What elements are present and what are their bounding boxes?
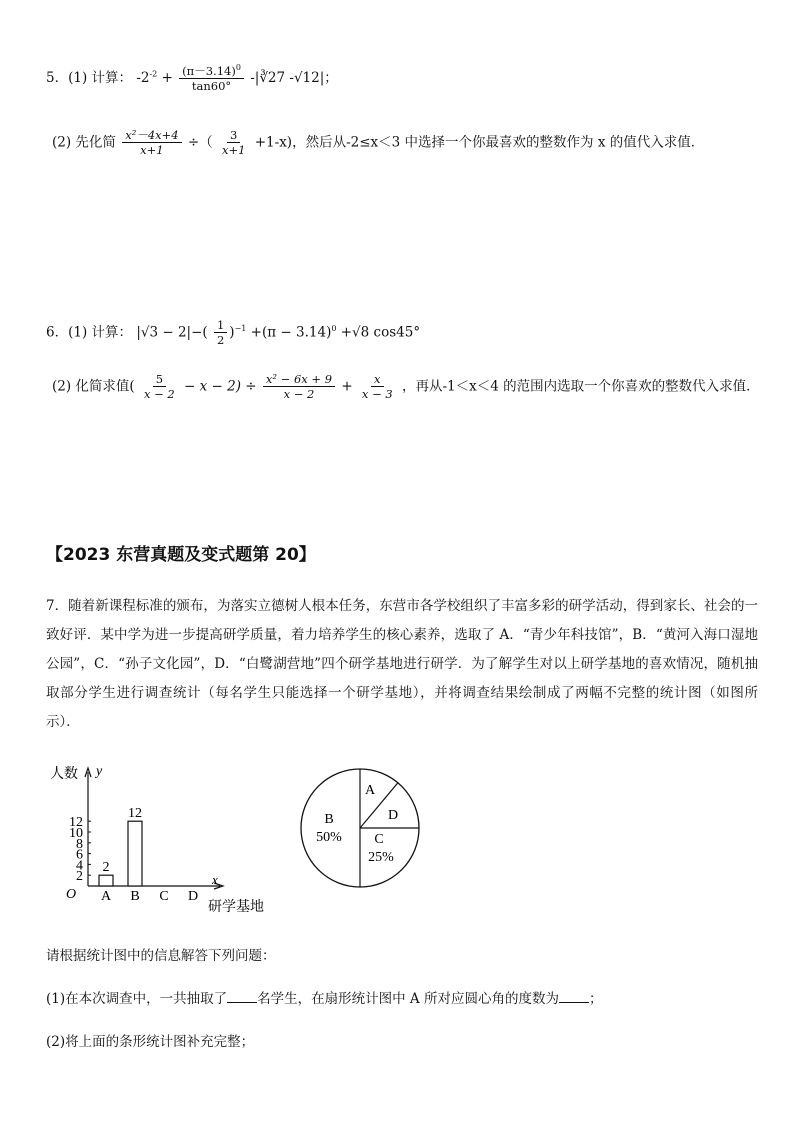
y-tick-label: 10 [69,826,83,841]
q6-label: 6．(1) 计算： [46,324,133,341]
y-axis-label: 人数 [50,767,78,782]
pie-slice-label: D [387,808,399,823]
q5-fraction [179,63,244,94]
q6-mid2: + [341,378,353,395]
q5-p2-fraction [122,128,181,158]
q5-frac-num: (π－3.14) [182,63,236,78]
q6-f2-den: x − 2 [283,387,315,402]
q6-half [214,318,227,348]
pie-chart [295,763,425,893]
q6-f1 [141,372,178,402]
q7-sub2: (2)将上面的条形统计图补充完整； [46,1034,255,1050]
q6-f3-num: x [371,372,384,387]
y-tick-label: 4 [76,858,83,874]
q5-p2-label: (2) 先化简 [52,134,116,151]
q6-half-den: 2 [216,333,225,348]
q5-p2-frac-num: x²－4x+4 [122,128,181,143]
q5-expr-tail: -|∛27 -√12|； [250,69,338,86]
q5-frac-den: tan60° [191,79,232,94]
q5-frac-num-exp: 0 [235,63,241,72]
q6-part1 [46,318,420,348]
q5-expr-start: -2 [136,69,150,86]
q5-label: 5．(1) 计算： [46,69,133,86]
q6-expr-b-exp: −1 [234,323,247,333]
pie-slice-label: A [364,783,376,798]
q5-p2-frac2-den: x+1 [221,143,246,158]
q5-p2-frac-den: x+1 [140,143,164,158]
x-tick-label: A [100,889,112,904]
x-tick-label: B [130,889,140,904]
q6-f3-den: x − 3 [361,387,393,402]
y-tick-label: 12 [69,815,83,831]
q6-expr-a: |√3 − 2|−( [136,324,208,341]
q7-sub1-a: (1)在本次调查中，一共抽取了 [46,991,228,1007]
q6-expr-d: +√8 cos45° [340,324,421,341]
y-tick-label: 6 [76,847,83,863]
q5-plus: + [161,69,173,86]
q7-instruction: 请根据统计图中的信息解答下列问题： [46,948,276,964]
origin-label: O [66,887,77,902]
q7-paragraph: 7．随着新课程标准的颁布，为落实立德树人根本任务，东营市各学校组织了丰富多彩的研学活动，得到家长、社会的一致好评．某中学为进一步提高研学质量，着力培养学生的核心素养，选取了 A．“青少年科技馆”，B．“黄河入海口湿地公园”，C．“孙子文化园”，D．“白鹭湖营地”四个研学基地进行研学．为了解学生对以上研学基地的喜欢情况，随机抽取部分学生进行调查统计（每名学生只能选择一个研学基地），并将调查结果绘制成了两幅不完整的统计图（如图所示）． [46,598,758,730]
bar-data-label: 12 [128,806,142,822]
pie-percent-label: 25% [368,850,394,865]
pie-slice-label: C [374,832,384,847]
q5-p2-fraction2 [219,128,248,158]
q7-sub1 [46,987,602,1007]
answer-blank-angle[interactable] [559,990,589,1003]
q6-f2-num: x² − 6x + 9 [263,372,335,387]
y-tick-label: 2 [76,869,83,885]
x-tick-label: C [159,889,169,904]
q5-part2 [52,128,704,158]
q6-half-num: 1 [214,318,227,333]
q6-f1-den: x − 2 [143,387,175,402]
x-tick-label: D [187,889,199,904]
q7-sub1-c: ； [588,991,603,1007]
q6-mid1: − x − 2) ÷ [184,378,257,395]
answer-blank-count[interactable] [227,990,257,1003]
q7-sub1-b: 名学生，在扇形统计图中 A 所对应圆心角的度数为 [257,991,559,1007]
q5-p2-frac2-num: 3 [227,128,240,143]
pie-slice-label: B [324,812,334,827]
q6-p2-tail: ，再从-1＜x＜4 的范围内选取一个你喜欢的整数代入求值． [401,378,760,395]
q6-f3 [359,372,396,402]
bar [99,875,113,886]
q5-p2-div: ÷（ [187,134,213,151]
q6-part2 [52,372,760,402]
q6-expr-c-exp: 0 [331,323,337,333]
q6-f1-num: 5 [153,372,166,387]
y-axis-symbol: y [96,764,103,779]
q5-expr-exp: -2 [149,69,158,79]
q6-f2 [263,372,335,402]
q5-p2-tail: +1-x)，然后从-2≤x＜3 中选择一个你最喜欢的整数作为 x 的值代入求值． [254,134,705,151]
q6-expr-c: +(π − 3.14) [250,324,332,341]
section-title: 【2023 东营真题及变式题第 20】 [46,545,316,565]
q6-expr-b: ) [229,324,235,341]
q5-part1 [46,63,338,94]
x-axis-symbol: x [212,872,218,887]
bar-data-label: 2 [102,860,110,876]
x-axis-label: 研学基地 [208,900,264,915]
bar [128,821,142,886]
q6-p2-label: (2) 化简求值( [52,378,135,395]
y-tick-label: 8 [76,836,83,852]
bar-chart [48,758,288,918]
pie-percent-label: 50% [316,830,342,845]
